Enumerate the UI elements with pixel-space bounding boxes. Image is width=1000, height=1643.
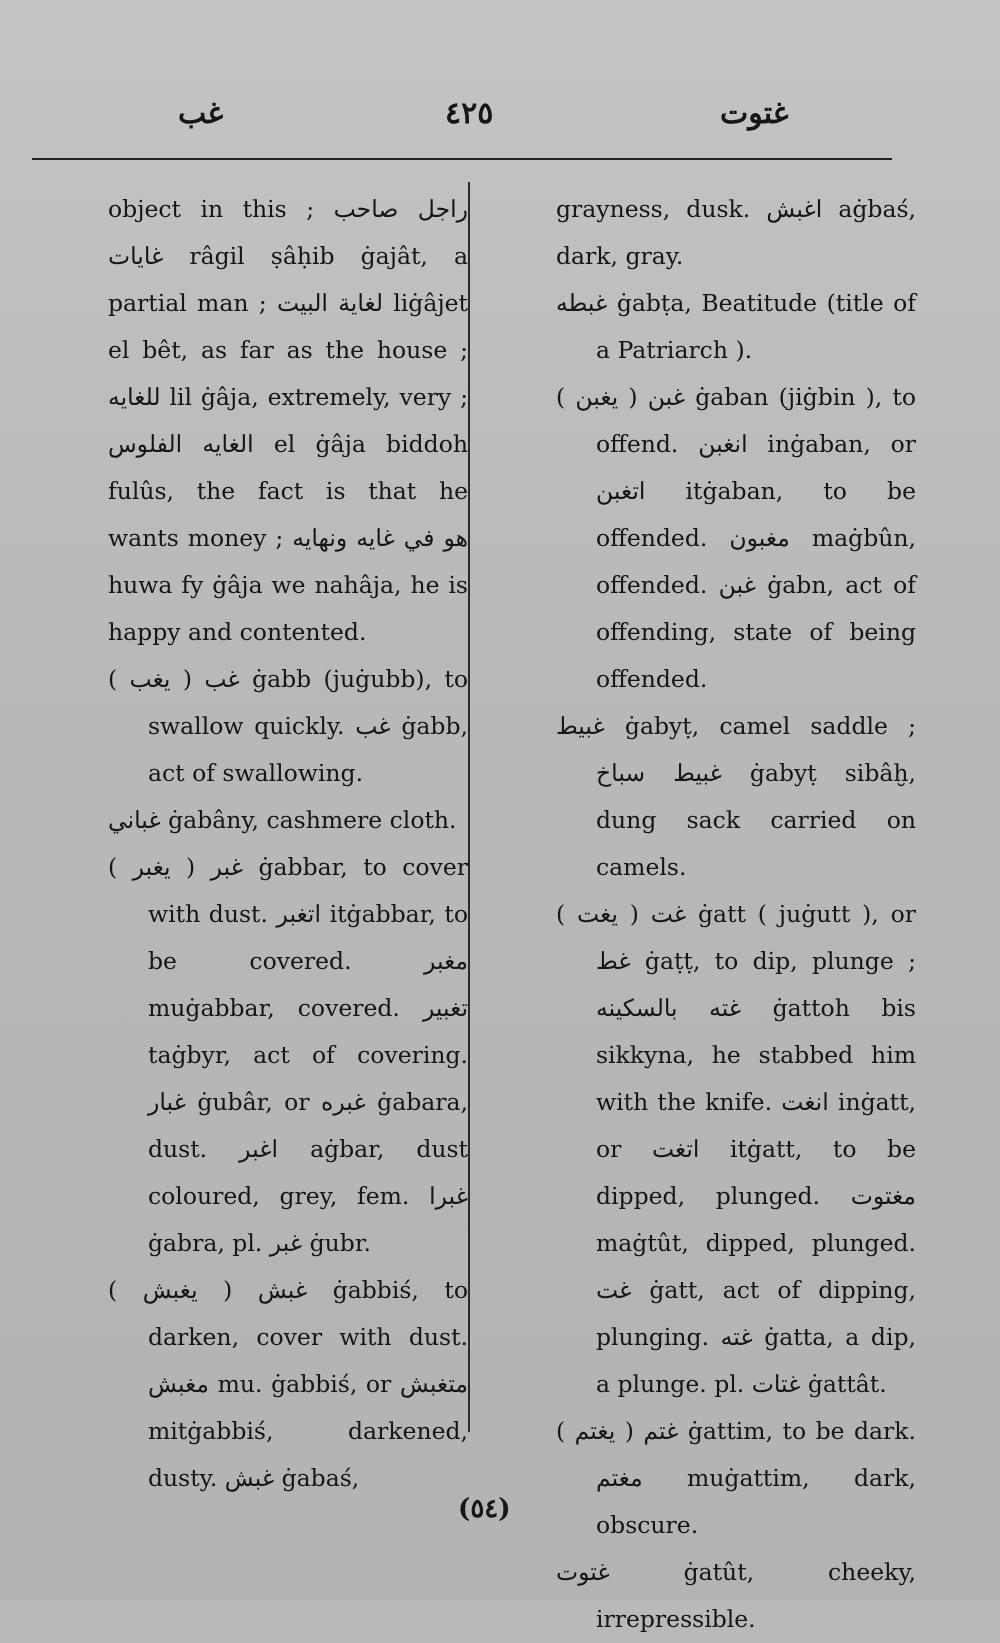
entry-continuation-right: grayness, dusk. اغبش aġbaś, dark, gray. bbox=[556, 195, 916, 270]
right-column bbox=[556, 186, 916, 1643]
left-column bbox=[108, 186, 468, 1502]
running-head-left: غب bbox=[178, 96, 224, 131]
running-head-right: غتوت bbox=[720, 96, 789, 131]
header-rule bbox=[32, 158, 892, 160]
entry-ghabb: غب ( يغب ) ġabb (juġubb), to swallow quickly. غب ġabb, act of swallowing. bbox=[108, 665, 468, 787]
signature-mark: (٥٤) bbox=[458, 1494, 511, 1524]
column-divider bbox=[468, 182, 470, 1432]
entry-ghabyt: غبيط ġabyṭ, camel saddle ; غبيط سباخ ġabyṭ sibâḫ, dung sack carried on camels. bbox=[556, 712, 916, 881]
entry-ghaban: غبن ( يغبن ) ġaban (jiġbin ), to offend. انغبن inġaban, or اتغبن itġaban, to be offended. مغبون maġbûn, offended. غبن ġabn, act of offending, state of being offended. bbox=[556, 383, 916, 693]
entry-ghabbar: غبر ( يغبر ) ġabbar, to cover with dust. اتغبر itġabbar, to be covered. مغبر muġabbar, covered. تغبير taġbyr, act of covering. غبار ġubâr, or غبره ġabara, dust. اغبر aġbar, dust coloured, grey, fem. غبرا ġabra, pl. غبر ġubr. bbox=[108, 853, 468, 1257]
entry-ghabbish: غبش ( يغبش ) ġabbiś, to darken, cover with dust. مغبش mu. ġabbiś, or متغبش mitġabbiś, darkened, dusty. غبش ġabaś, bbox=[108, 1276, 468, 1492]
entry-ghatut: غتوت ġatût, cheeky, irrepressible. bbox=[556, 1558, 916, 1633]
entry-ghatt: غت ( يغت ) ġatt ( juġutt ), or غط ġaṭṭ, to dip, plunge ; غته بالسكينه ġattoh bis sikkyna, he stabbed him with the knife. انغت inġatt, or اتغت itġatt, to be dipped, plunged. مغتوت maġtût, dipped, plunged. غت ġatt, act of dipping, plunging. غته ġatta, a dip, a plunge. pl. غتات ġattât. bbox=[556, 900, 916, 1398]
page-number: ٤٢٥ bbox=[445, 96, 494, 131]
entry-ghabany: غباني ġabâny, cashmere cloth. bbox=[108, 806, 457, 834]
entry-ghabta: غبطه ġabṭa, Beatitude (title of a Patriarch ). bbox=[556, 289, 916, 364]
entry-continuation: object in this ; راجل صاحب غايات râgil ṣâḥib ġajât, a partial man ; لغاية البيت liġâjet el bêt, as far as the house ; للغايه lil ġâja, extremely, very ; الغايه الفلوس el ġâja biddoh fulûs, the fact is that he wants money ; هو في غايه ونهايه huwa fy ġâja we nahâja, he is happy and contented. bbox=[108, 195, 469, 646]
entry-ghattim: غتم ( يغتم ) ġattim, to be dark. مغتم muġattim, dark, obscure. bbox=[556, 1417, 916, 1539]
